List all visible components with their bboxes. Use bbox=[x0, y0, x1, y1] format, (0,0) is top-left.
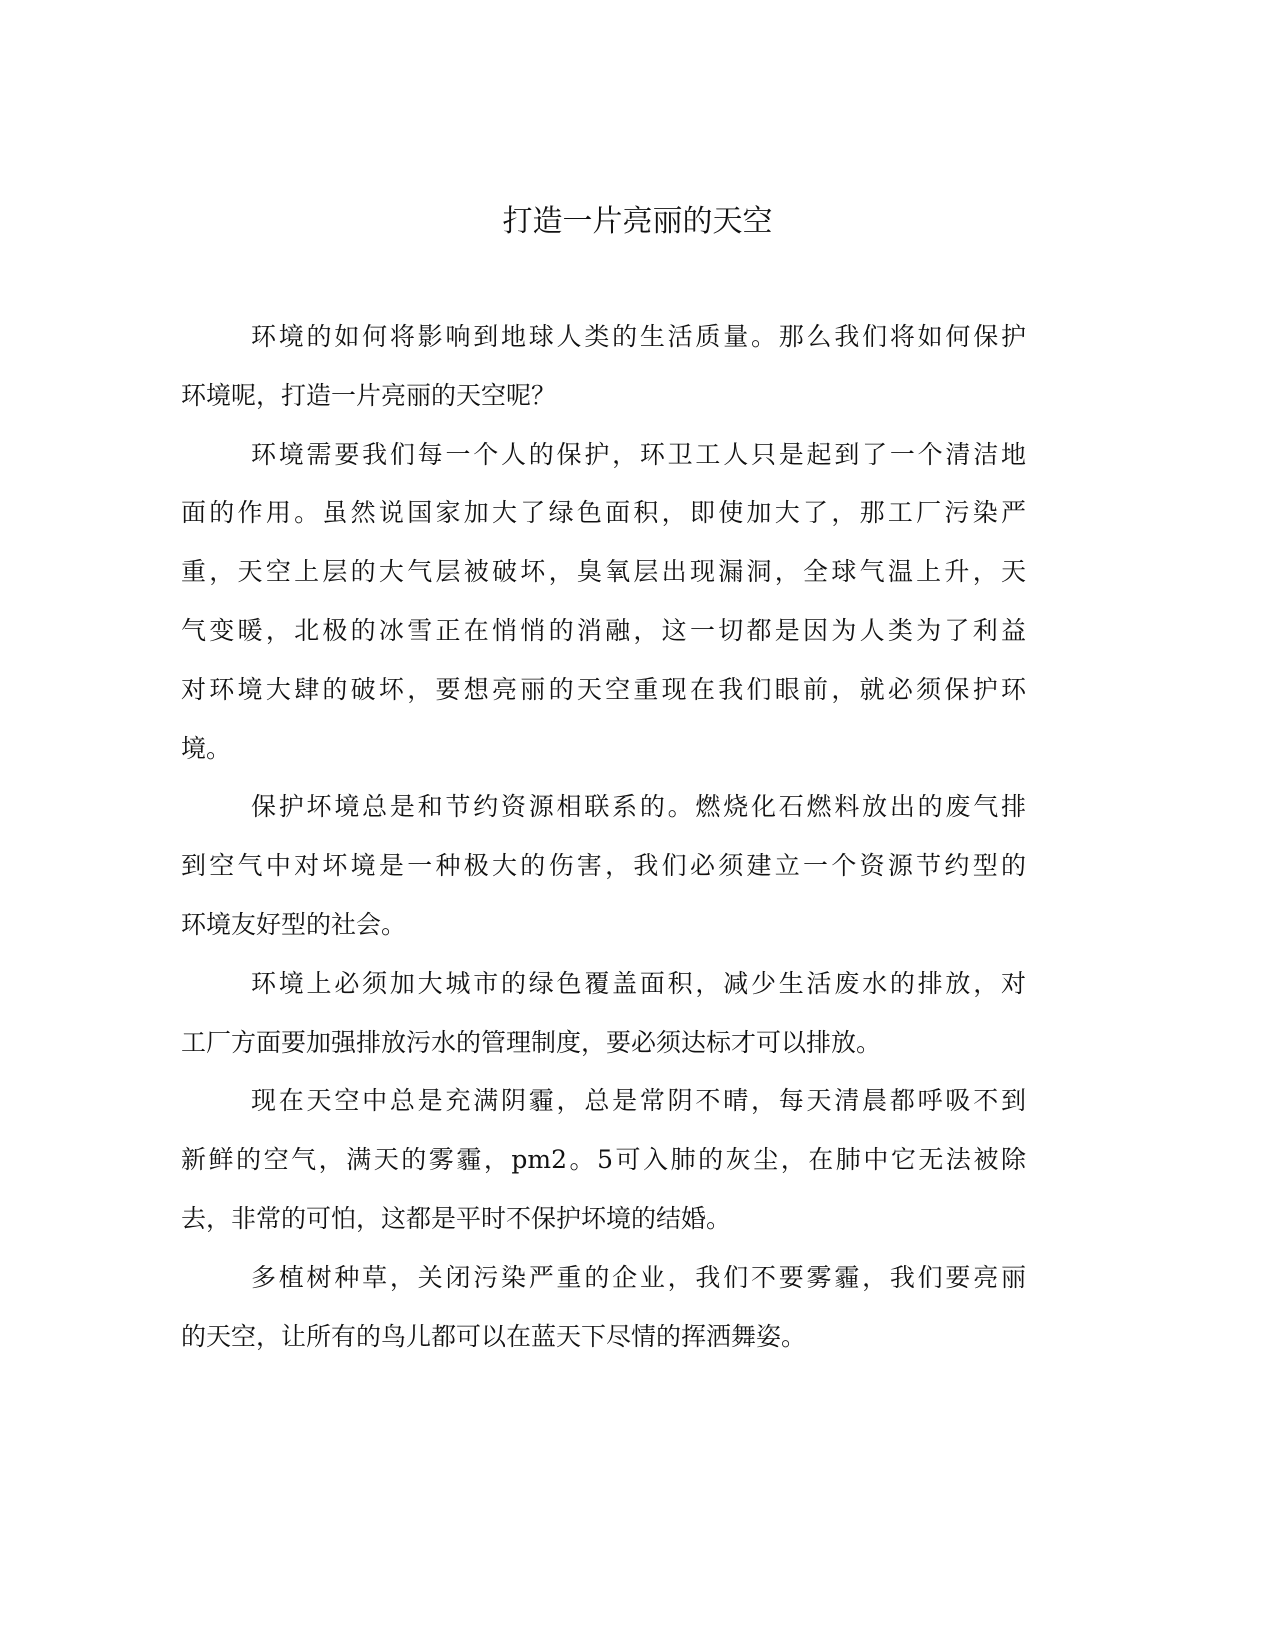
paragraph bbox=[181, 1072, 1026, 1248]
paragraph-line: 去，非常的可怕，这都是平时不保护坏境的结婚。 bbox=[181, 1203, 732, 1233]
paragraph-line: 到空气中对坏境是一种极大的伤害，我们必须建立一个资源节约型的 bbox=[181, 851, 1026, 881]
paragraph-line: 环境的如何将影响到地球人类的生活质量。那么我们将如何保护 bbox=[251, 322, 1026, 351]
paragraph-line: 环境需要我们每一个人的保护，环卫工人只是起到了一个清洁地 bbox=[251, 439, 1026, 469]
paragraph-line: 对环境大肆的破坏，要想亮丽的天空重现在我们眼前，就必须保护环 bbox=[181, 674, 1026, 704]
paragraph-line: 环境呢，打造一片亮丽的天空呢？ bbox=[181, 380, 557, 410]
paragraph bbox=[181, 426, 1026, 779]
paragraph-line: 环境友好型的社会。 bbox=[181, 909, 407, 939]
document-title: 打造一片亮丽的天空 bbox=[502, 204, 773, 239]
paragraph-line: 气变暖，北极的冰雪正在悄悄的消融，这一切都是因为人类为了利益 bbox=[181, 615, 1026, 645]
paragraph-line: 新鲜的空气，满天的雾霾，pm2。5可入肺的灰尘，在肺中它无法被除 bbox=[181, 1145, 1026, 1175]
paragraph-line: 面的作用。虽然说国家加大了绿色面积，即使加大了，那工厂污染严 bbox=[181, 498, 1026, 528]
document-body bbox=[181, 308, 1026, 1366]
paragraph bbox=[181, 778, 1026, 954]
paragraph bbox=[181, 955, 1026, 1073]
paragraph-line: 的天空，让所有的鸟儿都可以在蓝天下尽情的挥洒舞姿。 bbox=[181, 1321, 807, 1351]
paragraph-line: 保护坏境总是和节约资源相联系的。燃烧化石燃料放出的废气排 bbox=[251, 792, 1026, 822]
paragraph-line: 多植树种草，关闭污染严重的企业，我们不要雾霾，我们要亮丽 bbox=[251, 1262, 1026, 1292]
paragraph-line: 工厂方面要加强排放污水的管理制度，要必须达标才可以排放。 bbox=[181, 1027, 882, 1057]
paragraph-line: 境。 bbox=[181, 733, 232, 763]
paragraph-line: 环境上必须加大城市的绿色覆盖面积，减少生活废水的排放，对 bbox=[251, 968, 1026, 998]
paragraph bbox=[181, 308, 1026, 426]
paragraph-line: 重，天空上层的大气层被破坏，臭氧层出现漏洞，全球气温上升，天 bbox=[181, 557, 1026, 587]
paragraph-line: 现在天空中总是充满阴霾，总是常阴不晴，每天清晨都呼吸不到 bbox=[251, 1086, 1026, 1116]
paragraph bbox=[181, 1249, 1026, 1367]
